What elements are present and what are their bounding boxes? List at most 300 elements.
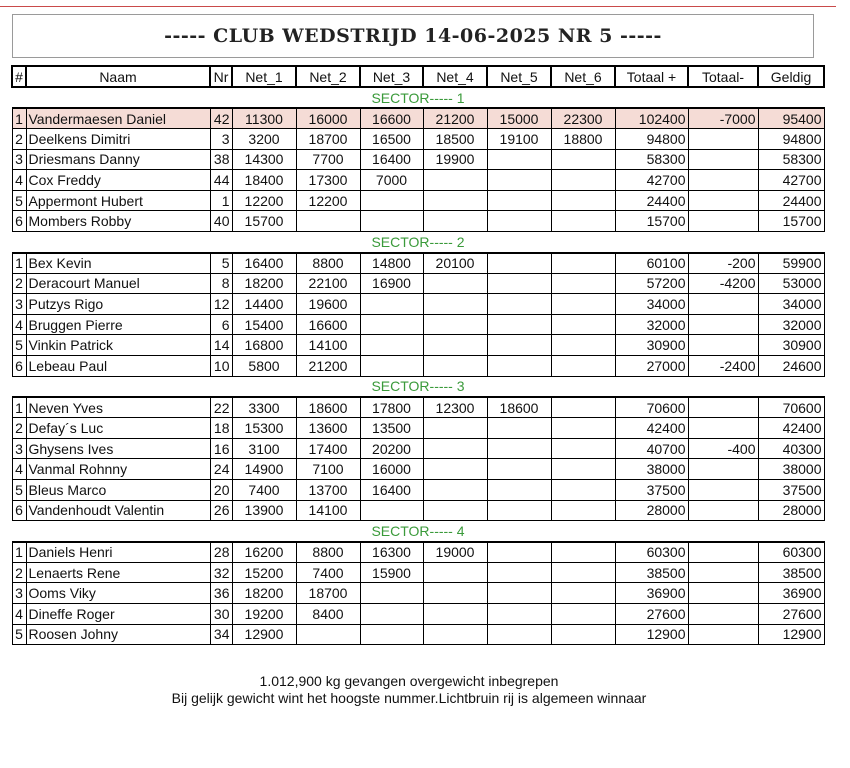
net-3-cell bbox=[360, 314, 423, 335]
net-6-cell bbox=[551, 314, 615, 335]
footer-total-weight: 1.012,900 kg gevangen overgewicht inbegrepen bbox=[259, 673, 559, 689]
net-6-cell bbox=[551, 500, 615, 521]
net-3-cell: 13500 bbox=[360, 418, 423, 439]
nr-cell: 26 bbox=[210, 500, 232, 521]
name-cell: Ghysens Ives bbox=[26, 438, 210, 459]
net-4-cell: 12300 bbox=[423, 397, 487, 418]
net-4-cell: 19900 bbox=[423, 149, 487, 170]
net-5-cell bbox=[487, 480, 551, 501]
valid-cell: 58300 bbox=[758, 149, 824, 170]
rank-cell: 5 bbox=[12, 480, 26, 501]
name-cell: Bruggen Pierre bbox=[26, 314, 210, 335]
valid-cell: 59900 bbox=[758, 253, 824, 274]
net-3-cell bbox=[360, 624, 423, 645]
net-4-cell bbox=[423, 314, 487, 335]
net-4-cell bbox=[423, 335, 487, 356]
net-2-cell: 14100 bbox=[296, 500, 360, 521]
total-minus-cell bbox=[688, 500, 758, 521]
nr-cell: 30 bbox=[210, 603, 232, 624]
rank-cell: 3 bbox=[12, 294, 26, 315]
net-6-cell bbox=[551, 294, 615, 315]
table-row bbox=[12, 480, 824, 501]
sector-header-row bbox=[12, 376, 824, 397]
total-plus-cell: 32000 bbox=[615, 314, 688, 335]
net-4-cell bbox=[423, 624, 487, 645]
net-5-cell bbox=[487, 356, 551, 377]
total-minus-cell bbox=[688, 418, 758, 439]
nr-cell: 10 bbox=[210, 356, 232, 377]
net-6-cell bbox=[551, 603, 615, 624]
table-row bbox=[12, 542, 824, 563]
name-cell: Lenaerts Rene bbox=[26, 562, 210, 583]
name-cell: Appermont Hubert bbox=[26, 190, 210, 211]
net-1-cell: 15400 bbox=[232, 314, 296, 335]
net-2-cell: 22100 bbox=[296, 273, 360, 294]
net-4-cell bbox=[423, 480, 487, 501]
net-3-cell bbox=[360, 211, 423, 232]
net-4-cell bbox=[423, 356, 487, 377]
net-3-cell: 16900 bbox=[360, 273, 423, 294]
name-cell: Cox Freddy bbox=[26, 170, 210, 191]
total-minus-cell bbox=[688, 190, 758, 211]
valid-cell: 38500 bbox=[758, 562, 824, 583]
title-box bbox=[12, 14, 814, 58]
nr-cell: 40 bbox=[210, 211, 232, 232]
total-minus-cell: -400 bbox=[688, 438, 758, 459]
nr-cell: 24 bbox=[210, 459, 232, 480]
total-plus-cell: 102400 bbox=[615, 108, 688, 129]
net-4-cell bbox=[423, 418, 487, 439]
total-minus-cell bbox=[688, 603, 758, 624]
valid-cell: 42400 bbox=[758, 418, 824, 439]
nr-cell: 20 bbox=[210, 480, 232, 501]
sector-header-row bbox=[12, 232, 824, 253]
net-5-cell bbox=[487, 624, 551, 645]
name-cell: Roosen Johny bbox=[26, 624, 210, 645]
total-minus-cell: -200 bbox=[688, 253, 758, 274]
net-2-cell: 7400 bbox=[296, 562, 360, 583]
net-5-cell bbox=[487, 190, 551, 211]
valid-cell: 36900 bbox=[758, 583, 824, 604]
net-5-cell bbox=[487, 314, 551, 335]
net-3-cell: 16300 bbox=[360, 542, 423, 563]
valid-cell: 95400 bbox=[758, 108, 824, 129]
total-plus-cell: 37500 bbox=[615, 480, 688, 501]
page-title: ----- CLUB WEDSTRIJD 14-06-2025 NR 5 ----- bbox=[164, 25, 662, 47]
net-2-cell: 18600 bbox=[296, 397, 360, 418]
nr-cell: 44 bbox=[210, 170, 232, 191]
total-plus-cell: 60300 bbox=[615, 542, 688, 563]
net-3-cell: 16000 bbox=[360, 459, 423, 480]
net-1-cell: 18200 bbox=[232, 583, 296, 604]
total-plus-cell: 15700 bbox=[615, 211, 688, 232]
net-3-cell bbox=[360, 335, 423, 356]
net-6-cell bbox=[551, 438, 615, 459]
name-cell: Bleus Marco bbox=[26, 480, 210, 501]
net-1-cell: 14300 bbox=[232, 149, 296, 170]
net-3-cell: 16400 bbox=[360, 480, 423, 501]
nr-cell: 3 bbox=[210, 129, 232, 150]
net-1-cell: 3200 bbox=[232, 129, 296, 150]
valid-cell: 94800 bbox=[758, 129, 824, 150]
net-2-cell: 8800 bbox=[296, 542, 360, 563]
header-nr: Nr bbox=[210, 66, 232, 87]
total-minus-cell bbox=[688, 459, 758, 480]
net-1-cell: 14400 bbox=[232, 294, 296, 315]
net-4-cell bbox=[423, 294, 487, 315]
valid-cell: 12900 bbox=[758, 624, 824, 645]
net-6-cell bbox=[551, 418, 615, 439]
nr-cell: 36 bbox=[210, 583, 232, 604]
rank-cell: 6 bbox=[12, 500, 26, 521]
valid-cell: 15700 bbox=[758, 211, 824, 232]
net-6-cell bbox=[551, 335, 615, 356]
rank-cell: 3 bbox=[12, 149, 26, 170]
net-4-cell bbox=[423, 459, 487, 480]
net-3-cell bbox=[360, 603, 423, 624]
net-5-cell bbox=[487, 294, 551, 315]
net-6-cell bbox=[551, 480, 615, 501]
net-1-cell: 7400 bbox=[232, 480, 296, 501]
total-minus-cell bbox=[688, 624, 758, 645]
rank-cell: 5 bbox=[12, 624, 26, 645]
valid-cell: 24600 bbox=[758, 356, 824, 377]
total-plus-cell: 42400 bbox=[615, 418, 688, 439]
total-plus-cell: 38500 bbox=[615, 562, 688, 583]
net-3-cell bbox=[360, 190, 423, 211]
name-cell: Daniels Henri bbox=[26, 542, 210, 563]
net-5-cell bbox=[487, 562, 551, 583]
total-plus-cell: 34000 bbox=[615, 294, 688, 315]
net-3-cell: 16500 bbox=[360, 129, 423, 150]
rank-cell: 3 bbox=[12, 438, 26, 459]
net-2-cell: 13700 bbox=[296, 480, 360, 501]
net-2-cell: 17300 bbox=[296, 170, 360, 191]
name-cell: Deracourt Manuel bbox=[26, 273, 210, 294]
sector-header-row bbox=[12, 521, 824, 542]
net-6-cell bbox=[551, 149, 615, 170]
net-5-cell: 18600 bbox=[487, 397, 551, 418]
net-6-cell bbox=[551, 211, 615, 232]
net-4-cell bbox=[423, 562, 487, 583]
rank-cell: 1 bbox=[12, 108, 26, 129]
table-row bbox=[12, 418, 824, 439]
net-1-cell: 3300 bbox=[232, 397, 296, 418]
total-plus-cell: 57200 bbox=[615, 273, 688, 294]
net-2-cell: 14100 bbox=[296, 335, 360, 356]
net-3-cell: 20200 bbox=[360, 438, 423, 459]
nr-cell: 1 bbox=[210, 190, 232, 211]
table-row bbox=[12, 253, 824, 274]
results-table bbox=[11, 65, 825, 645]
header-row bbox=[12, 66, 824, 87]
rank-cell: 1 bbox=[12, 397, 26, 418]
net-4-cell: 18500 bbox=[423, 129, 487, 150]
total-plus-cell: 38000 bbox=[615, 459, 688, 480]
header-net-6: Net_6 bbox=[551, 66, 615, 87]
total-minus-cell bbox=[688, 211, 758, 232]
nr-cell: 8 bbox=[210, 273, 232, 294]
header-total-plus: Totaal + bbox=[615, 66, 688, 87]
net-2-cell: 18700 bbox=[296, 129, 360, 150]
total-plus-cell: 24400 bbox=[615, 190, 688, 211]
net-6-cell bbox=[551, 253, 615, 274]
net-1-cell: 16200 bbox=[232, 542, 296, 563]
nr-cell: 32 bbox=[210, 562, 232, 583]
net-2-cell: 18700 bbox=[296, 583, 360, 604]
header-net-2: Net_2 bbox=[296, 66, 360, 87]
total-minus-cell bbox=[688, 149, 758, 170]
total-plus-cell: 30900 bbox=[615, 335, 688, 356]
nr-cell: 5 bbox=[210, 253, 232, 274]
net-6-cell bbox=[551, 459, 615, 480]
total-minus-cell bbox=[688, 583, 758, 604]
valid-cell: 28000 bbox=[758, 500, 824, 521]
total-plus-cell: 94800 bbox=[615, 129, 688, 150]
sector-label: SECTOR----- 3 bbox=[12, 376, 824, 397]
table-row bbox=[12, 190, 824, 211]
valid-cell: 27600 bbox=[758, 603, 824, 624]
nr-cell: 34 bbox=[210, 624, 232, 645]
table-row bbox=[12, 170, 824, 191]
total-minus-cell bbox=[688, 170, 758, 191]
valid-cell: 70600 bbox=[758, 397, 824, 418]
net-3-cell: 16400 bbox=[360, 149, 423, 170]
nr-cell: 42 bbox=[210, 108, 232, 129]
net-2-cell: 19600 bbox=[296, 294, 360, 315]
total-minus-cell bbox=[688, 397, 758, 418]
net-6-cell bbox=[551, 273, 615, 294]
net-5-cell: 15000 bbox=[487, 108, 551, 129]
table-row bbox=[12, 583, 824, 604]
total-minus-cell bbox=[688, 480, 758, 501]
rank-cell: 5 bbox=[12, 335, 26, 356]
total-plus-cell: 40700 bbox=[615, 438, 688, 459]
net-2-cell: 8800 bbox=[296, 253, 360, 274]
net-3-cell bbox=[360, 356, 423, 377]
net-6-cell bbox=[551, 397, 615, 418]
header-net-4: Net_4 bbox=[423, 66, 487, 87]
header-rank: # bbox=[12, 66, 26, 87]
net-2-cell: 16600 bbox=[296, 314, 360, 335]
sector-label: SECTOR----- 2 bbox=[12, 232, 824, 253]
name-cell: Dineffe Roger bbox=[26, 603, 210, 624]
net-5-cell bbox=[487, 418, 551, 439]
name-cell: Putzys Rigo bbox=[26, 294, 210, 315]
net-1-cell: 19200 bbox=[232, 603, 296, 624]
name-cell: Defay´s Luc bbox=[26, 418, 210, 439]
net-2-cell: 8400 bbox=[296, 603, 360, 624]
valid-cell: 32000 bbox=[758, 314, 824, 335]
total-plus-cell: 42700 bbox=[615, 170, 688, 191]
nr-cell: 18 bbox=[210, 418, 232, 439]
header-total-minus: Totaal- bbox=[688, 66, 758, 87]
total-plus-cell: 70600 bbox=[615, 397, 688, 418]
net-2-cell: 7100 bbox=[296, 459, 360, 480]
name-cell: Vandermaesen Daniel bbox=[26, 108, 210, 129]
name-cell: Vandenhoudt Valentin bbox=[26, 500, 210, 521]
total-minus-cell bbox=[688, 129, 758, 150]
nr-cell: 14 bbox=[210, 335, 232, 356]
net-1-cell: 15300 bbox=[232, 418, 296, 439]
net-5-cell bbox=[487, 253, 551, 274]
valid-cell: 60300 bbox=[758, 542, 824, 563]
net-3-cell: 16600 bbox=[360, 108, 423, 129]
nr-cell: 6 bbox=[210, 314, 232, 335]
net-2-cell: 12200 bbox=[296, 190, 360, 211]
net-2-cell bbox=[296, 624, 360, 645]
net-4-cell bbox=[423, 273, 487, 294]
net-4-cell bbox=[423, 500, 487, 521]
total-minus-cell: -4200 bbox=[688, 273, 758, 294]
total-minus-cell: -2400 bbox=[688, 356, 758, 377]
nr-cell: 28 bbox=[210, 542, 232, 563]
name-cell: Ooms Viky bbox=[26, 583, 210, 604]
net-4-cell bbox=[423, 603, 487, 624]
net-5-cell bbox=[487, 170, 551, 191]
net-3-cell bbox=[360, 500, 423, 521]
valid-cell: 24400 bbox=[758, 190, 824, 211]
net-5-cell bbox=[487, 500, 551, 521]
header-valid: Geldig bbox=[758, 66, 824, 87]
net-2-cell: 16000 bbox=[296, 108, 360, 129]
name-cell: Neven Yves bbox=[26, 397, 210, 418]
header-name: Naam bbox=[26, 66, 210, 87]
net-5-cell bbox=[487, 273, 551, 294]
name-cell: Vanmal Rohnny bbox=[26, 459, 210, 480]
total-plus-cell: 12900 bbox=[615, 624, 688, 645]
net-1-cell: 5800 bbox=[232, 356, 296, 377]
valid-cell: 37500 bbox=[758, 480, 824, 501]
net-1-cell: 13900 bbox=[232, 500, 296, 521]
net-5-cell: 19100 bbox=[487, 129, 551, 150]
net-1-cell: 3100 bbox=[232, 438, 296, 459]
rank-cell: 2 bbox=[12, 562, 26, 583]
net-6-cell bbox=[551, 624, 615, 645]
valid-cell: 42700 bbox=[758, 170, 824, 191]
winner-row bbox=[12, 108, 824, 129]
total-plus-cell: 28000 bbox=[615, 500, 688, 521]
net-4-cell bbox=[423, 583, 487, 604]
net-5-cell bbox=[487, 211, 551, 232]
table-row bbox=[12, 356, 824, 377]
net-1-cell: 11300 bbox=[232, 108, 296, 129]
rank-cell: 4 bbox=[12, 314, 26, 335]
net-1-cell: 16800 bbox=[232, 335, 296, 356]
name-cell: Mombers Robby bbox=[26, 211, 210, 232]
table-row bbox=[12, 335, 824, 356]
net-5-cell bbox=[487, 583, 551, 604]
total-minus-cell bbox=[688, 542, 758, 563]
table-row bbox=[12, 149, 824, 170]
table-row bbox=[12, 294, 824, 315]
table-body bbox=[12, 87, 824, 645]
net-5-cell bbox=[487, 335, 551, 356]
net-4-cell bbox=[423, 190, 487, 211]
footer-rule-note: Bij gelijk gewicht wint het hoogste nummer.Lichtbruin rij is algemeen winnaar bbox=[171, 690, 647, 706]
net-5-cell bbox=[487, 459, 551, 480]
net-1-cell: 18400 bbox=[232, 170, 296, 191]
net-2-cell bbox=[296, 211, 360, 232]
rank-cell: 2 bbox=[12, 273, 26, 294]
total-plus-cell: 58300 bbox=[615, 149, 688, 170]
nr-cell: 12 bbox=[210, 294, 232, 315]
sector-label: SECTOR----- 4 bbox=[12, 521, 824, 542]
net-3-cell: 15900 bbox=[360, 562, 423, 583]
sector-header-row bbox=[12, 87, 824, 108]
valid-cell: 30900 bbox=[758, 335, 824, 356]
net-1-cell: 15700 bbox=[232, 211, 296, 232]
net-3-cell: 17800 bbox=[360, 397, 423, 418]
table-row bbox=[12, 603, 824, 624]
rank-cell: 3 bbox=[12, 583, 26, 604]
rank-cell: 6 bbox=[12, 356, 26, 377]
net-6-cell: 22300 bbox=[551, 108, 615, 129]
valid-cell: 40300 bbox=[758, 438, 824, 459]
net-1-cell: 16400 bbox=[232, 253, 296, 274]
total-plus-cell: 27000 bbox=[615, 356, 688, 377]
net-1-cell: 15200 bbox=[232, 562, 296, 583]
net-1-cell: 18200 bbox=[232, 273, 296, 294]
net-6-cell bbox=[551, 190, 615, 211]
rank-cell: 5 bbox=[12, 190, 26, 211]
total-minus-cell bbox=[688, 335, 758, 356]
table-row bbox=[12, 438, 824, 459]
table-row bbox=[12, 211, 824, 232]
net-3-cell: 14800 bbox=[360, 253, 423, 274]
header-net-1: Net_1 bbox=[232, 66, 296, 87]
net-5-cell bbox=[487, 149, 551, 170]
total-plus-cell: 60100 bbox=[615, 253, 688, 274]
net-4-cell bbox=[423, 211, 487, 232]
net-4-cell: 21200 bbox=[423, 108, 487, 129]
valid-cell: 34000 bbox=[758, 294, 824, 315]
rank-cell: 2 bbox=[12, 418, 26, 439]
name-cell: Vinkin Patrick bbox=[26, 335, 210, 356]
table-row bbox=[12, 500, 824, 521]
net-5-cell bbox=[487, 603, 551, 624]
net-6-cell bbox=[551, 583, 615, 604]
net-2-cell: 7700 bbox=[296, 149, 360, 170]
net-3-cell: 7000 bbox=[360, 170, 423, 191]
net-2-cell: 21200 bbox=[296, 356, 360, 377]
net-1-cell: 12200 bbox=[232, 190, 296, 211]
top-divider-line bbox=[0, 6, 836, 7]
net-3-cell bbox=[360, 294, 423, 315]
header-net-3: Net_3 bbox=[360, 66, 423, 87]
table-row bbox=[12, 459, 824, 480]
name-cell: Lebeau Paul bbox=[26, 356, 210, 377]
sector-label: SECTOR----- 1 bbox=[12, 87, 824, 108]
name-cell: Driesmans Danny bbox=[26, 149, 210, 170]
net-1-cell: 14900 bbox=[232, 459, 296, 480]
total-plus-cell: 36900 bbox=[615, 583, 688, 604]
net-6-cell bbox=[551, 356, 615, 377]
header-net-5: Net_5 bbox=[487, 66, 551, 87]
name-cell: Bex Kevin bbox=[26, 253, 210, 274]
rank-cell: 4 bbox=[12, 170, 26, 191]
nr-cell: 16 bbox=[210, 438, 232, 459]
valid-cell: 53000 bbox=[758, 273, 824, 294]
net-6-cell bbox=[551, 562, 615, 583]
net-4-cell: 19000 bbox=[423, 542, 487, 563]
rank-cell: 6 bbox=[12, 211, 26, 232]
net-6-cell bbox=[551, 170, 615, 191]
net-2-cell: 17400 bbox=[296, 438, 360, 459]
net-5-cell bbox=[487, 438, 551, 459]
net-1-cell: 12900 bbox=[232, 624, 296, 645]
rank-cell: 2 bbox=[12, 129, 26, 150]
